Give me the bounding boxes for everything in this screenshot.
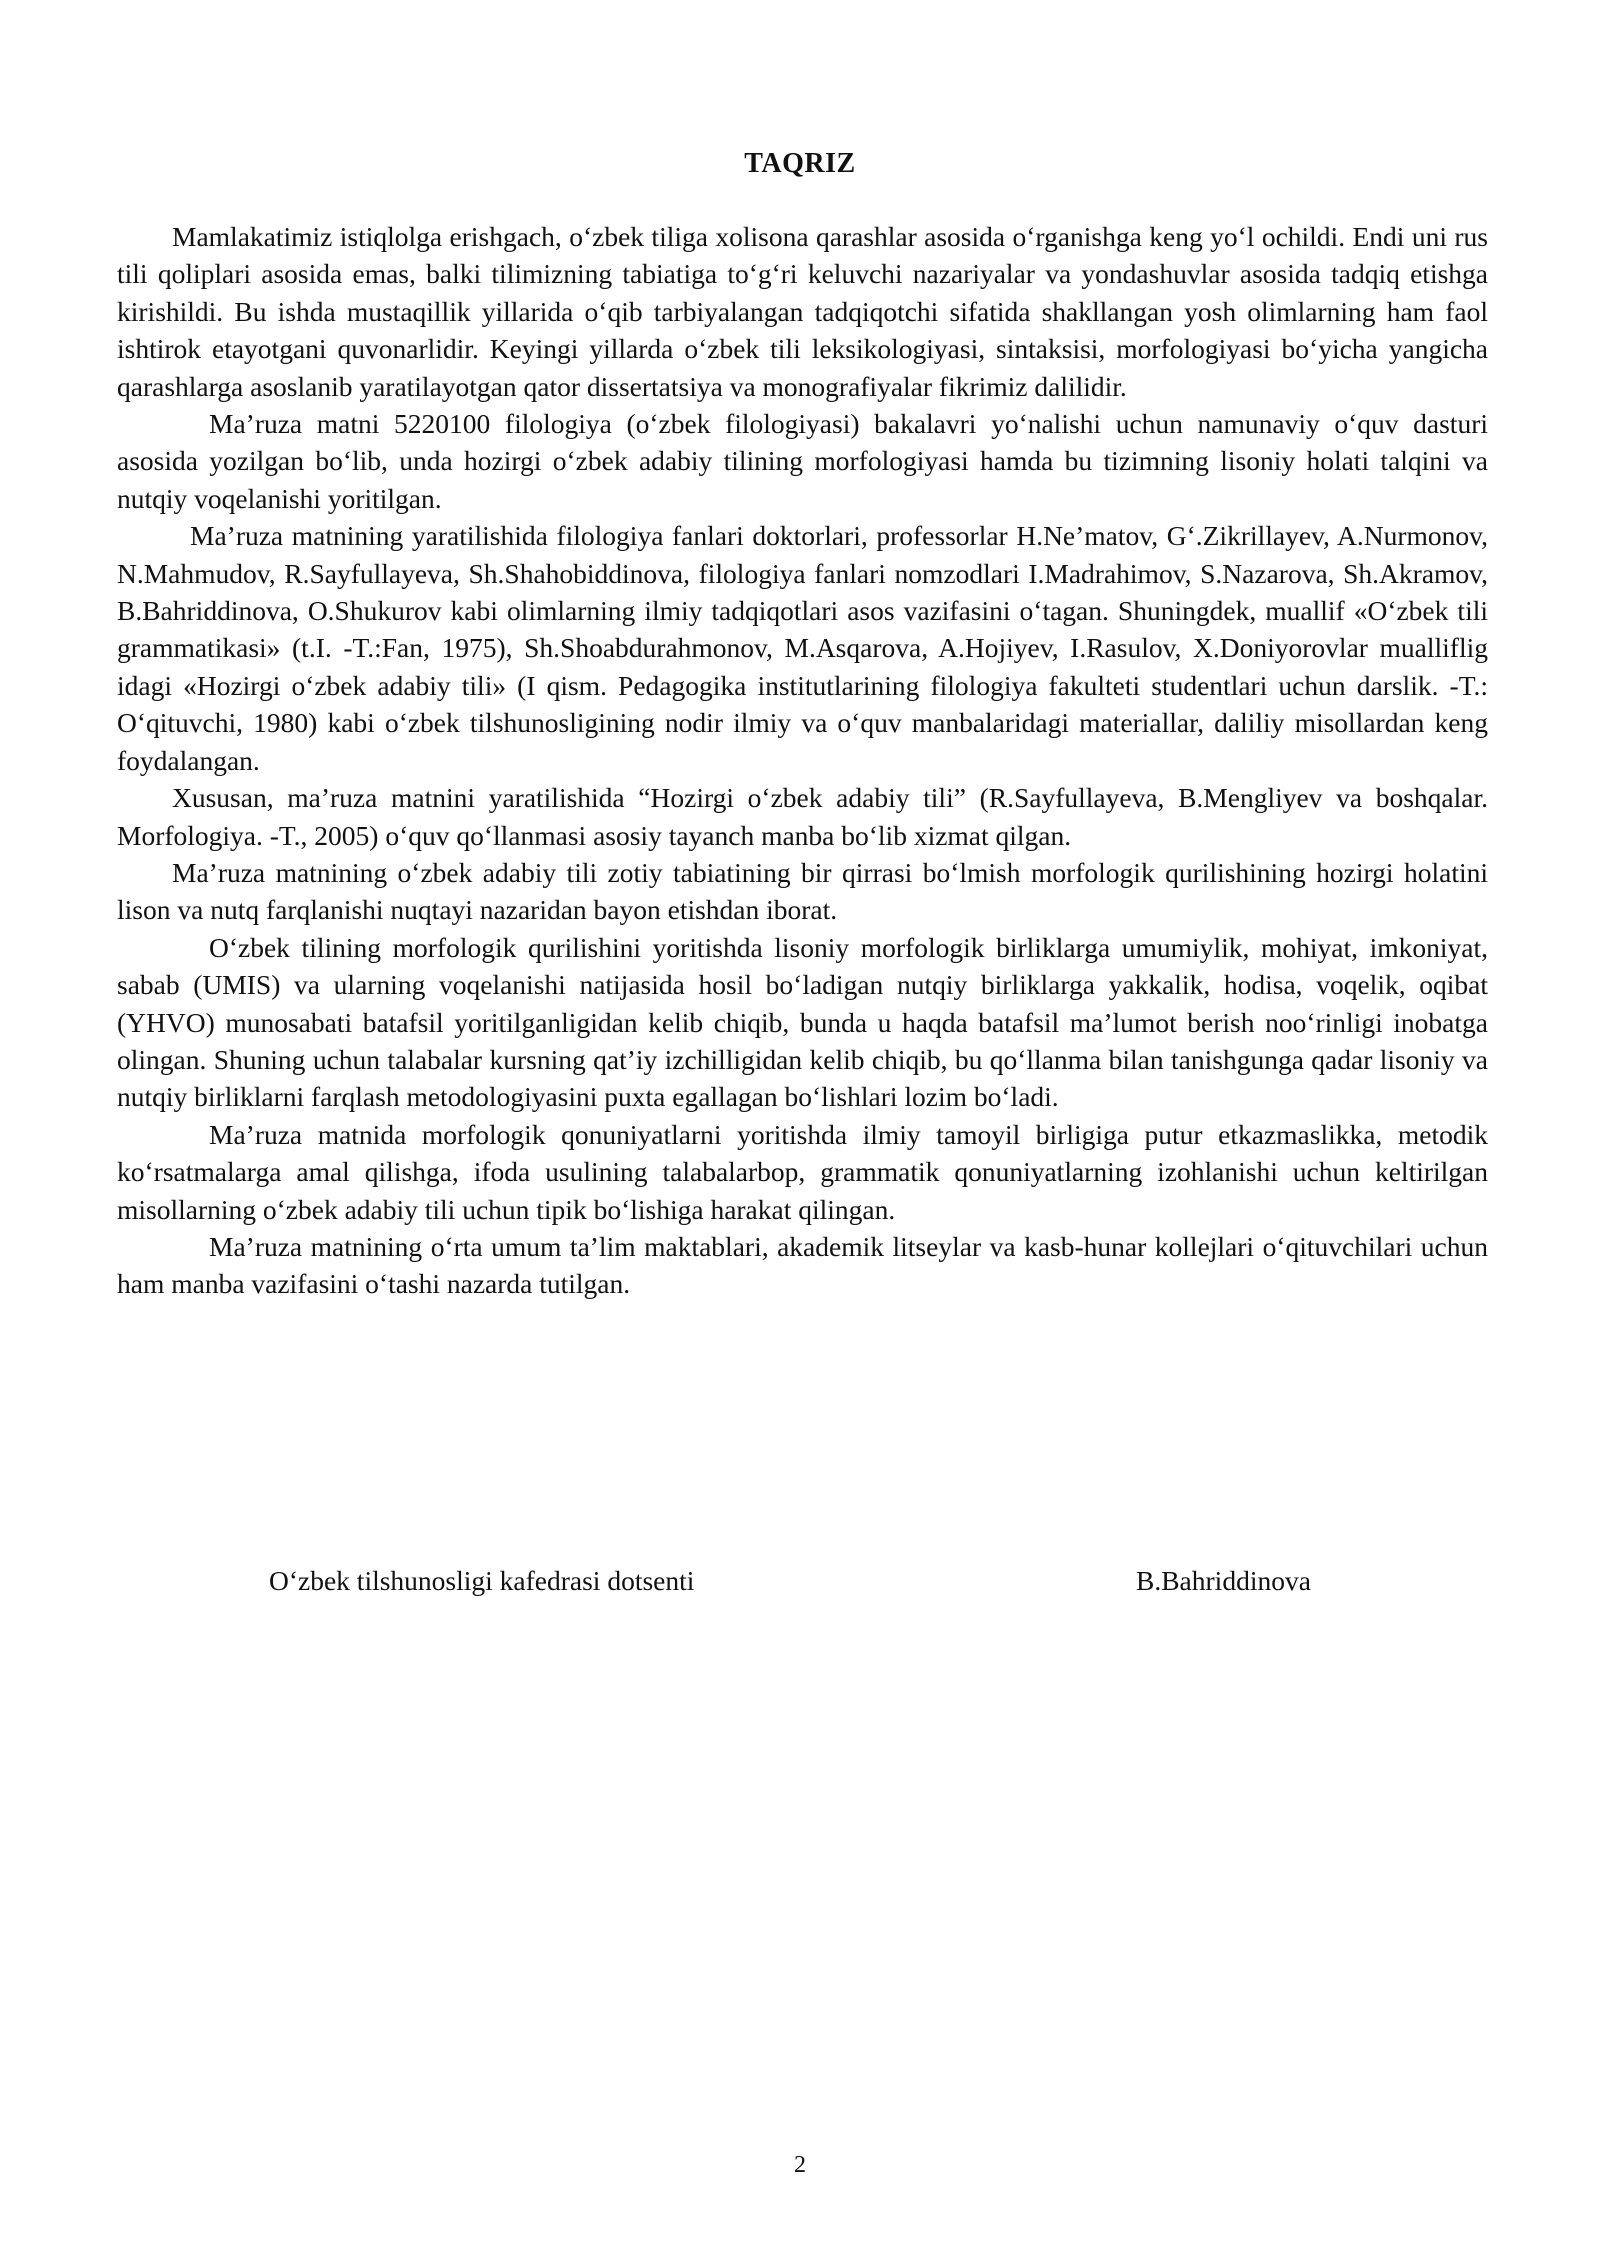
paragraph-4: Xususan, ma’ruza matnini yaratilishida “Hozirgi o‘zbek adabiy tili” (R.Sayfullayeva, B.Mengliyev va boshqalar. Morfologiya. -T., 2005) o‘quv qo‘llanmasi asosiy tayanch manba bo‘lib xizmat qilgan. — [117, 782, 1488, 851]
page-number: 2 — [794, 2152, 806, 2178]
paragraph-8: Ma’ruza matnining o‘rta umum ta’lim maktablari, akademik litseylar va kasb-hunar kollejlari o‘qituvchilari uchun ham manba vazifasini o‘tashi nazarda tutilgan. — [117, 1230, 1488, 1300]
paragraph-2: Ma’ruza matni 5220100 filologiya (o‘zbek filologiyasi) bakalavri yo‘nalishi uchun namunaviy o‘quv dasturi asosida yozilgan bo‘lib, unda hozirgi o‘zbek adabiy tilining morfologiyasi hamda bu tizimning lisoniy holati talqini va nutqiy voqelanishi yoritilgan. — [117, 408, 1488, 514]
paragraph-1: Mamlakatimiz istiqlolga erishgach, o‘zbek tiliga xolisona qarashlar asosida o‘rganishga keng yo‘l ochildi. Endi uni rus tili qoliplari asosida emas, balki tilimizning tabiatiga to‘g‘ri keluvchi nazariyalar va yondashuvlar asosida tadqiq etishga kirishildi. Bu ishda mustaqillik yillarida o‘qib tarbiyalangan tadqiqotchi sifatida shakllangan yosh olimlarning ham faol ishtirok etayotgani quvonarlidir. Keyingi yillarda o‘zbek tili leksikologiyasi, sintaksisi, morfologiyasi bo‘yicha yangicha qarashlarga asoslanib yaratilayotgan qator dissertatsiya va monografiyalar fikrimiz dalilidir. — [117, 221, 1488, 402]
document-title: TAQRIZ — [744, 148, 856, 179]
paragraph-6: O‘zbek tilining morfologik qurilishini yoritishda lisoniy morfologik birliklarga umumiylik, mohiyat, imkoniyat, sabab (UMIS) va ularning voqelanishi natijasida hosil bo‘ladigan nutqiy birliklarga yakkalik, hodisa, voqelik, oqibat (YHVO) munosabati batafsil yoritilganligidan kelib chiqib, bunda u haqda batafsil ma’lumot berish noo‘rinligi inobatga olingan. Shuning uchun talabalar kursning qat’iy izchilligidan kelib chiqib, bu qo‘llanma bilan tanishgunga qadar lisoniy va nutqiy birliklarni farqlash metodologiyasini puxta egallagan bo‘lishlari lozim bo‘ladi. — [117, 931, 1488, 1113]
document-body — [117, 218, 1488, 1303]
signature-role: O‘zbek tilshunosligi kafedrasi dotsenti — [269, 1565, 695, 1596]
paragraph-3: Ma’ruza matnining yaratilishida filologiya fanlari doktorlari, professorlar H.Ne’matov, G‘.Zikrillayev, A.Nurmonov, N.Mahmudov, R.Sayfullayeva, Sh.Shahobiddinova, filologiya fanlari nomzodlari I.Madrahimov, S.Nazarova, Sh.Akramov, B.Bahriddinova, O.Shukurov kabi olimlarning ilmiy tadqiqotlari asos vazifasini o‘tagan. Shuningdek, muallif «O‘zbek tili grammatikasi» (t.I. -T.:Fan, 1975), Sh.Shoabdurahmonov, M.Asqarova, A.Hojiyev, I.Rasulov, X.Doniyorovlar mualliflig idagi «Hozirgi o‘zbek adabiy tili» (I qism. Pedagogika institutlarining filologiya fakulteti studentlari uchun darslik. -T.: O‘qituvchi, 1980) kabi o‘zbek tilshunosligining nodir ilmiy va o‘quv manbalaridagi materiallar, daliliy misollardan keng foydalangan. — [117, 520, 1488, 776]
paragraph-5: Ma’ruza matnining o‘zbek adabiy tili zotiy tabiatining bir qirrasi bo‘lmish morfologik qurilishining hozirgi holatini lison va nutq farqlanishi nuqtayi nazaridan bayon etishdan iborat. — [117, 856, 1488, 926]
signature-name: B.Bahriddinova — [1136, 1565, 1311, 1596]
paragraph-7: Ma’ruza matnida morfologik qonuniyatlarni yoritishda ilmiy tamoyil birligiga putur etkazmaslikka, metodik ko‘rsatmalarga amal qilishga, ifoda usulining talabalarbop, grammatik qonuniyatlarning izohlanishi uchun keltirilgan misollarning o‘zbek adabiy tili uchun tipik bo‘lishiga harakat qilingan. — [117, 1118, 1488, 1225]
